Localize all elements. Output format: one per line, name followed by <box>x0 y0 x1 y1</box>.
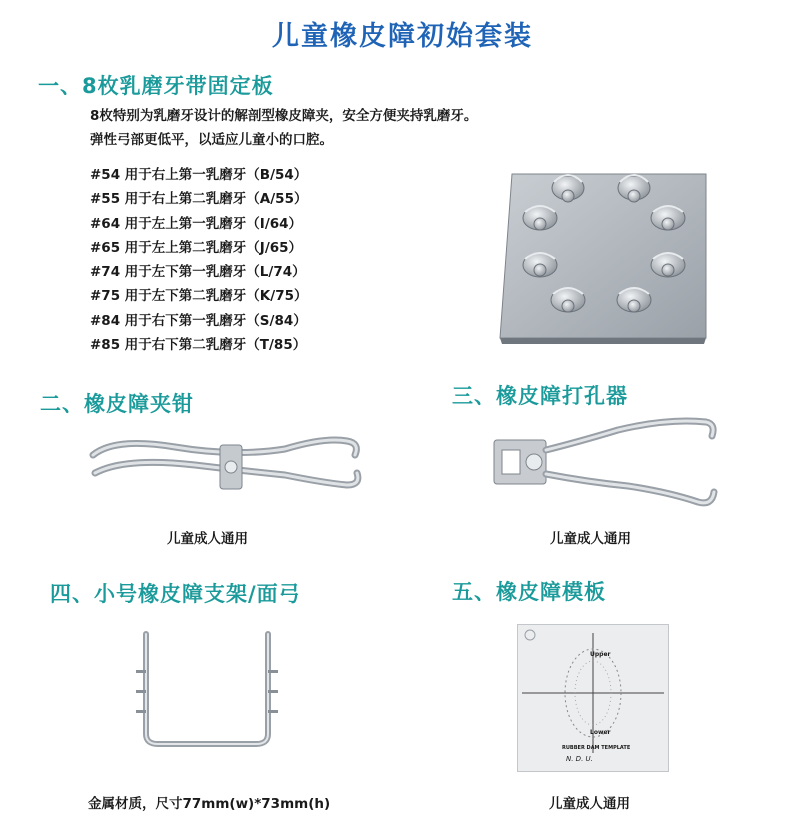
section4-title: 四、小号橡皮障支架/面弓 <box>50 582 301 606</box>
list-item: #85 用于右下第二乳磨牙（T/85） <box>90 337 307 354</box>
section1-title: 一、8枚乳磨牙带固定板 <box>38 74 274 98</box>
rubber-dam-template-image <box>517 624 669 772</box>
list-item: #75 用于左下第二乳磨牙（K/75） <box>90 288 308 305</box>
list-item: #84 用于右下第一乳磨牙（S/84） <box>90 312 307 329</box>
template-upper-label: Upper <box>590 651 611 658</box>
page-title: 儿童橡皮障初始套装 <box>272 21 533 52</box>
section1-desc-line2: 弹性弓部更低平，以适应儿童小的口腔。 <box>90 132 333 148</box>
list-item: #64 用于左上第一乳磨牙（I/64） <box>90 215 303 232</box>
section5-title: 五、橡皮障模板 <box>452 580 606 604</box>
list-item: #65 用于左上第二乳磨牙（J/65） <box>90 239 303 256</box>
list-item: #55 用于右上第二乳磨牙（A/55） <box>90 191 308 208</box>
section2-caption: 儿童成人通用 <box>167 531 248 547</box>
clamp-forceps-image <box>85 425 370 510</box>
list-item: #74 用于左下第一乳磨牙（L/74） <box>90 264 306 281</box>
hole-punch-image <box>488 412 723 512</box>
section2-title: 二、橡皮障夹钳 <box>40 392 194 416</box>
list-item: #54 用于右上第一乳磨牙（B/54） <box>90 167 308 183</box>
template-lower-label: Lower <box>590 729 611 736</box>
template-brand: N. D. U. <box>566 755 593 763</box>
section5-caption: 儿童成人通用 <box>549 796 630 812</box>
section3-caption: 儿童成人通用 <box>550 531 631 547</box>
rubber-dam-frame-image <box>132 630 282 755</box>
clamp-list <box>90 163 307 357</box>
clamp-board-image <box>498 160 713 345</box>
section1-desc-line1: 8枚特别为乳磨牙设计的解剖型橡皮障夹，安全方便夹持乳磨牙。 <box>90 108 478 124</box>
section4-caption: 金属材质，尺寸77mm(w)*73mm(h) <box>88 796 331 812</box>
section3-title: 三、橡皮障打孔器 <box>452 384 628 408</box>
template-footer: RUBBER DAM TEMPLATE <box>562 745 631 751</box>
